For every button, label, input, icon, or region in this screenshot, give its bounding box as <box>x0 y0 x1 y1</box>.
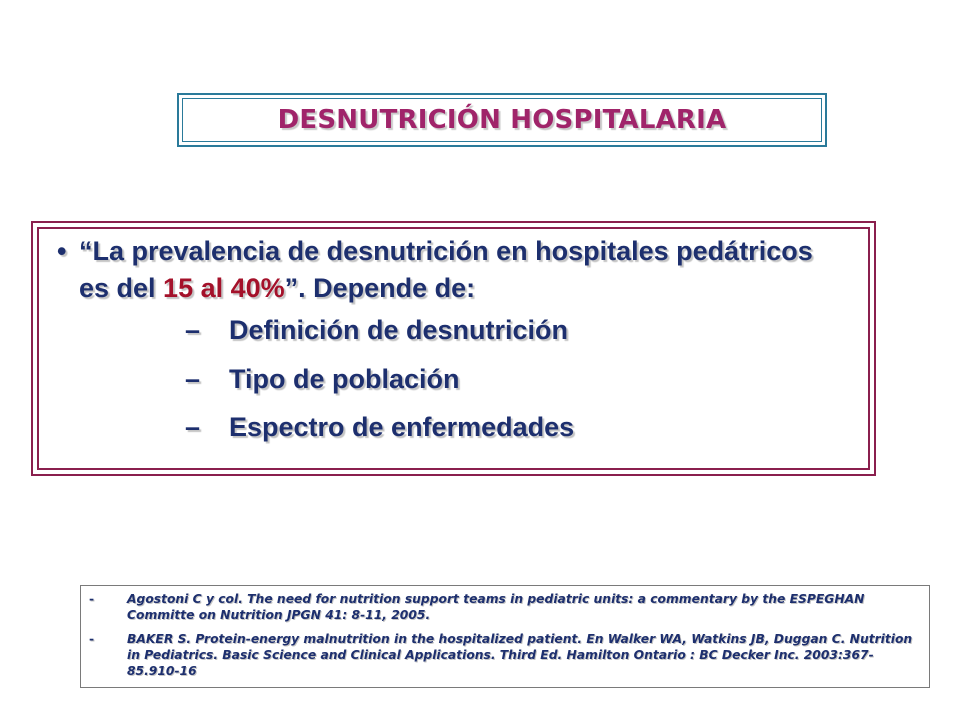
main-content-box <box>31 221 876 476</box>
statement-text-end: ”. Depende de: <box>284 273 476 303</box>
reference-text: BAKER S. Protein-energy malnutrition in the hospitalized patient. En Walker WA, Watkins JB, Duggan C. Nutrition in Pediatrics. Basic Science and Clinical Applications. Third Ed. Hamilton Ontario : BC Decker Inc. 2003:367-85.910-16 <box>127 632 913 678</box>
sub-item-label: Espectro de enfermedades <box>229 412 575 442</box>
sub-item-diseases <box>185 412 574 443</box>
sub-item-label: Definición de desnutrición <box>229 315 569 345</box>
prevalence-range: 15 al 40% <box>163 273 285 303</box>
dash-icon: – <box>185 364 201 394</box>
bullet-icon: • <box>57 236 67 266</box>
sub-item-label: Tipo de población <box>229 364 460 394</box>
references-box <box>80 585 930 688</box>
dash-icon: - <box>89 592 95 606</box>
reference-item <box>89 631 919 679</box>
dash-icon: - <box>89 632 95 646</box>
dash-icon: – <box>185 315 201 345</box>
sub-item-definition <box>185 315 568 346</box>
reference-text: Agostoni C y col. The need for nutrition support teams in pediatric units: a commentary by the ESPEGHAN Committe on Nutrition JPGN 41: 8-11, 2005. <box>127 592 865 622</box>
dash-icon: – <box>185 412 201 442</box>
reference-item <box>89 591 919 623</box>
title-box <box>177 93 827 147</box>
slide-title: DESNUTRICIÓN HOSPITALARIA <box>277 105 727 135</box>
statement-text-start: “La prevalencia de desnutrición en hospitales pedátricos es del <box>79 236 813 303</box>
sub-item-population <box>185 364 460 395</box>
prevalence-statement <box>57 233 849 307</box>
